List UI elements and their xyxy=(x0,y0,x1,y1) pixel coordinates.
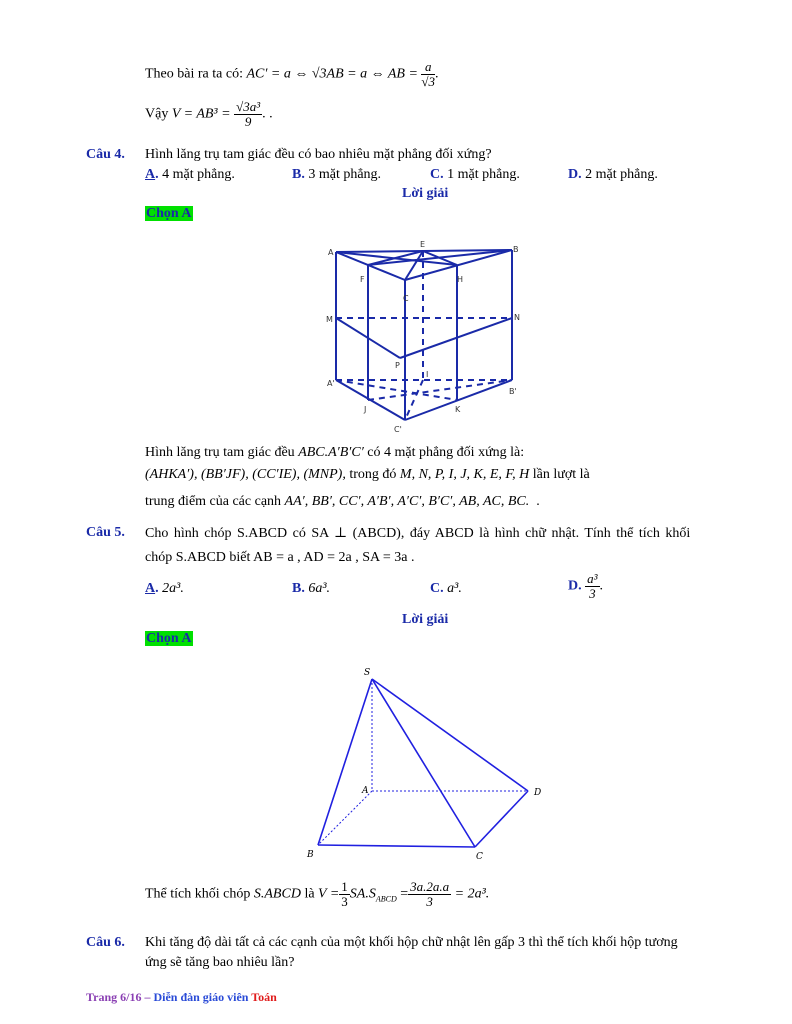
question-5-line-1: Cho hình chóp S.ABCD có SA ⊥ (ABCD), đáy ABCD là hình chữ nhật. Tính thể tích khối xyxy=(145,526,691,541)
fraction: $\frac{\text{√3a³}}{9}$ xyxy=(236,99,261,129)
label-b: B xyxy=(513,245,519,254)
label-p: P xyxy=(395,361,400,370)
label-i: I xyxy=(426,370,429,379)
label-s: S xyxy=(364,668,371,678)
question-4-text: Hình lăng trụ tam giác đều có bao nhiêu mặt phẳng đối xứng? xyxy=(145,147,492,162)
q4-option-b: B. 3 mặt phẳng. xyxy=(292,167,382,182)
q5-option-b: B. 6a³. xyxy=(292,581,331,596)
intro-line-2: Vậy V = AB³ = $\frac{\text{√3a³}}{9}$ . . xyxy=(145,99,273,129)
label-c: C xyxy=(403,294,409,303)
label-c-prime: C' xyxy=(394,425,402,434)
pyramid-figure xyxy=(300,665,560,865)
label-h: H xyxy=(457,275,464,284)
label-k: K xyxy=(455,405,461,414)
question-6-line-1: Khi tăng độ dài tất cả các cạnh của một khối hộp chữ nhật lên gấp 3 thì thể tích khối hộp tương xyxy=(145,935,678,950)
question-6-label: Câu 6. xyxy=(86,935,125,950)
label-f: F xyxy=(360,275,365,284)
question-5-label: Câu 5. xyxy=(86,525,125,540)
q5-option-a: A. 2a³. xyxy=(145,581,184,596)
label-b-prime: B' xyxy=(509,387,517,396)
fraction: $\frac{a}{√3}$ xyxy=(421,59,436,89)
label-m: M xyxy=(326,315,333,324)
page-footer: Trang 6/16 – Diễn đàn giáo viên Toán xyxy=(86,990,277,1004)
label-a: A xyxy=(362,786,369,796)
q5-volume-line: Thể tích khối chóp S.ABCD là V = $\frac{1}{3}$ $SA.S_{ABCD}$ = $\frac{3a.2a.a}{3}$ = 2a³. xyxy=(145,879,490,909)
q4-option-d: D. 2 mặt phẳng. xyxy=(568,167,658,182)
q4-explain-line-3: trung điểm của các cạnh AA′, BB′, CC′, A′B′, A′C′, B′C′, AB, AC, BC. . xyxy=(145,494,540,509)
label-d: D xyxy=(534,788,542,798)
intro-line-1: Theo bài ra ta có: AC′ = a ⇔ √3AB = a ⇔ AB = $\frac{a}{√3}$ . xyxy=(145,59,439,89)
q4-option-a: A. 4 mặt phẳng. xyxy=(145,167,235,182)
question-4-label: Câu 4. xyxy=(86,147,125,162)
q4-explain-line-1: Hình lăng trụ tam giác đều ABC.A′B′C′ có 4 mặt phẳng đối xứng là: xyxy=(145,445,525,460)
label-a-prime: A' xyxy=(327,379,335,388)
label-c: C xyxy=(476,852,483,862)
q4-answer: Chọn A xyxy=(146,206,192,221)
label-j: J xyxy=(364,405,367,414)
q5-option-d: D. $\frac{\text{a³}}{3}$ . xyxy=(568,571,604,601)
q4-solution-title: Lời giải xyxy=(402,186,449,201)
label-b: B xyxy=(307,850,314,860)
label-n: N xyxy=(514,313,520,322)
question-6-line-2: ứng sẽ tăng bao nhiêu lần? xyxy=(145,955,295,970)
prism-figure xyxy=(320,238,530,438)
label-a: A xyxy=(328,248,334,257)
q5-solution-title: Lời giải xyxy=(402,612,449,627)
q4-explain-line-2: (AHKA′), (BB′JF), (CC′IE), (MNP), trong đó M, N, P, I, J, K, E, F, H lần lượt là xyxy=(145,467,590,482)
q5-option-c: C. a³. xyxy=(430,581,462,596)
label-e: E xyxy=(420,240,426,249)
q4-option-c: C. 1 mặt phẳng. xyxy=(430,167,520,182)
question-5-line-2: chóp S.ABCD biết AB = a , AD = 2a , SA = 3a . xyxy=(145,550,415,565)
q5-answer: Chọn A xyxy=(146,631,192,646)
